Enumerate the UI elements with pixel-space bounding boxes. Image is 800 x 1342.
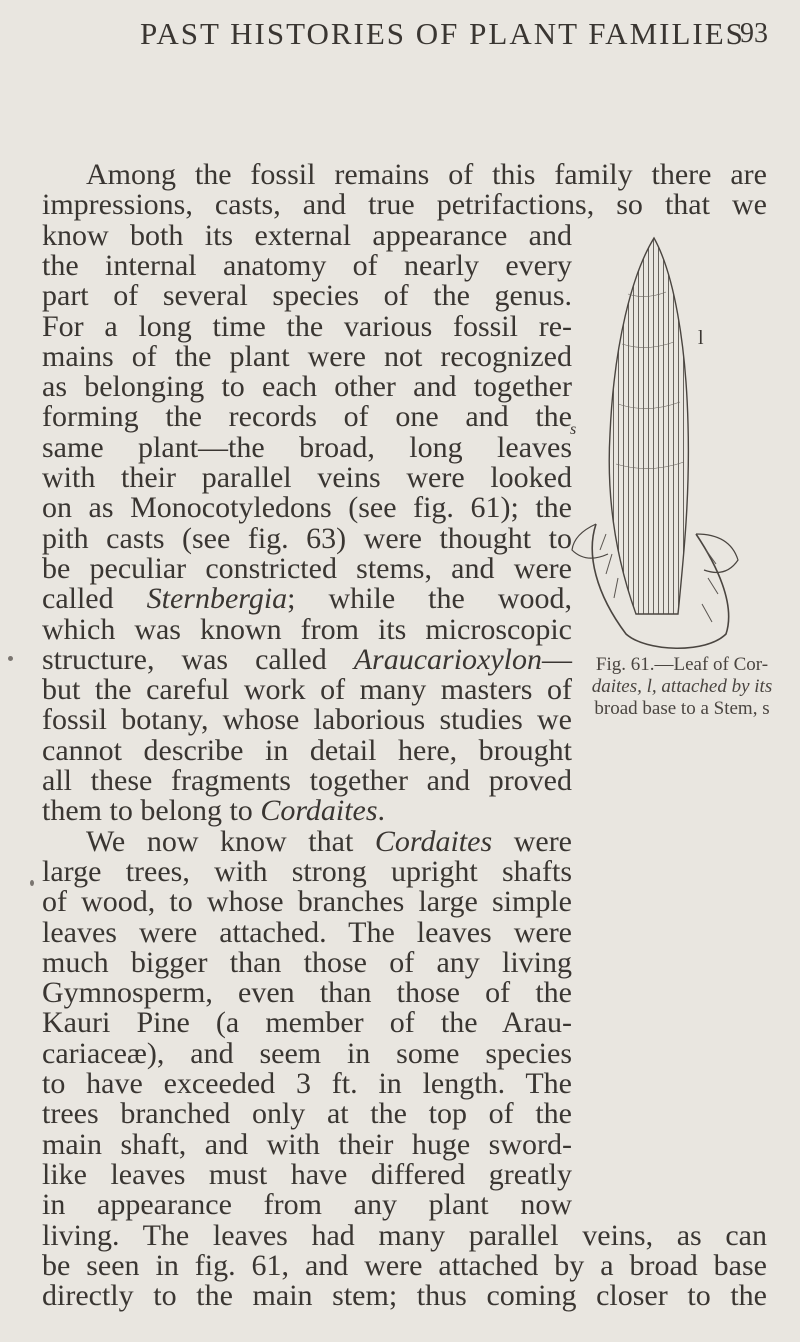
text-line: impressions, casts, and true petrifactions, so that we	[42, 188, 767, 222]
text-line: Among the fossil remains of this family there are	[86, 158, 767, 191]
text-line: leaves were attached. The leaves were	[42, 915, 572, 949]
text-line: fossil botany, whose laborious studies we	[42, 703, 572, 737]
text-line: pith casts (see fig. 63) were thought to	[42, 521, 572, 555]
text-line: mains of the plant were not recognized	[42, 339, 572, 373]
text-line: structure, was called Araucarioxylon—	[42, 642, 572, 676]
text-line: much bigger than those of any living	[42, 945, 572, 979]
text-line: main shaft, and with their huge sword-	[42, 1127, 572, 1161]
text-line: trees branched only at the top of the	[42, 1097, 572, 1131]
text-line: Gymnosperm, even than those of the	[42, 976, 572, 1010]
text-line: like leaves must have differed greatly	[42, 1157, 572, 1191]
leaf-figure	[566, 234, 741, 654]
text-line: of wood, to whose branches large simple	[42, 885, 572, 919]
text-line: all these fragments together and proved	[42, 764, 572, 797]
page-number: 93	[740, 18, 768, 49]
text-line: We now know that Cordaites were	[86, 824, 572, 858]
caption-line: Fig. 61.—Leaf of Cor-	[595, 654, 769, 675]
running-header	[140, 16, 768, 52]
text-line: be peculiar constricted stems, and were	[42, 551, 572, 585]
figure-caption	[584, 654, 780, 720]
text-line: but the careful work of many masters of	[42, 673, 572, 707]
text-line: cariaceæ), and seem in some species	[42, 1036, 572, 1070]
text-line: the internal anatomy of nearly every	[42, 248, 572, 282]
label-s: s	[570, 421, 577, 438]
text-line: to have exceeded 3 ft. in length. The	[42, 1067, 572, 1100]
text-line: forming the records of one and the	[42, 400, 572, 434]
text-line: them to belong to Cordaites.	[42, 794, 386, 828]
text-line: as belonging to each other and together	[42, 370, 572, 404]
ink-speck	[30, 880, 34, 886]
label-l: l	[698, 327, 704, 349]
ink-speck	[8, 656, 13, 661]
text-line: For a long time the various fossil re-	[42, 309, 572, 343]
text-line: cannot describe in detail here, brought	[42, 733, 572, 767]
text-line: Kauri Pine (a member of the Arau-	[42, 1006, 572, 1040]
caption-line: broad base to a Stem, s	[594, 698, 770, 719]
text-line: with their parallel veins were looked	[42, 461, 572, 494]
text-line: on as Monocotyledons (see fig. 61); the	[42, 491, 572, 525]
leaf-blade	[609, 238, 688, 614]
text-line: know both its external appearance and	[42, 218, 572, 252]
text-line: same plant—the broad, long leaves	[42, 430, 572, 464]
running-title: PAST HISTORIES OF PLANT FAMILIES	[140, 16, 745, 51]
text-line: large trees, with strong upright shafts	[42, 854, 572, 888]
text-line: which was known from its microscopic	[42, 612, 572, 646]
text-line: in appearance from any plant now	[42, 1188, 572, 1222]
text-line: be seen in fig. 61, and were attached by a broad base	[42, 1248, 767, 1282]
text-line: directly to the main stem; thus coming closer to the	[42, 1279, 767, 1313]
caption-line: daites, l, attached by its	[591, 676, 773, 697]
text-line: living. The leaves had many parallel veins, as can	[42, 1218, 767, 1252]
text-line: called Sternbergia; while the wood,	[42, 582, 572, 616]
text-line: part of several species of the genus.	[42, 279, 572, 313]
